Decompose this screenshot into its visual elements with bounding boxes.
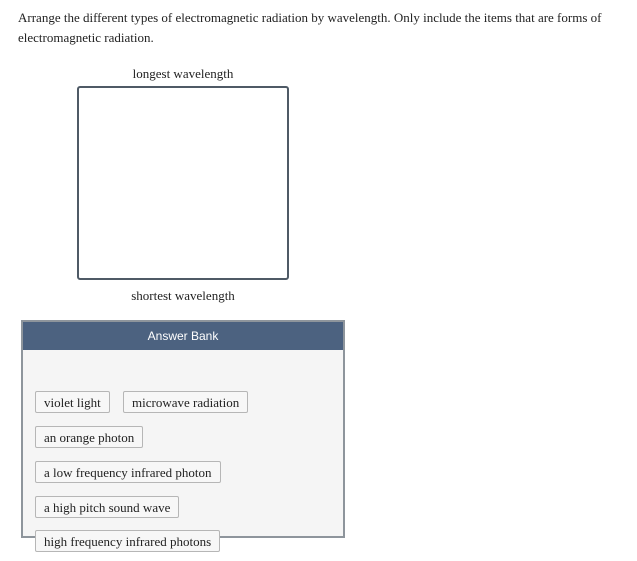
answer-chip-violet-light[interactable]: violet light [35,391,110,413]
answer-bank-body [23,350,343,549]
answer-chip-orange-photon[interactable]: an orange photon [35,426,143,448]
question-instructions: Arrange the different types of electromagnetic radiation by wavelength. Only include the items that are forms of electromagnetic radiation. [18,10,602,45]
answer-chip-high-pitch-sound-wave[interactable]: a high pitch sound wave [35,496,179,518]
ranking-drop-zone[interactable] [77,86,289,280]
longest-wavelength-label: longest wavelength [132,66,234,81]
shortest-wavelength-label: shortest wavelength [131,288,235,303]
answer-bank-header: Answer Bank [23,322,343,350]
answer-chip-high-frequency-infrared-photons[interactable]: high frequency infrared photons [35,530,220,552]
answer-chip-low-frequency-infrared-photon[interactable]: a low frequency infrared photon [35,461,221,483]
answer-bank [21,320,345,549]
answer-chip-microwave-radiation[interactable]: microwave radiation [123,391,248,413]
